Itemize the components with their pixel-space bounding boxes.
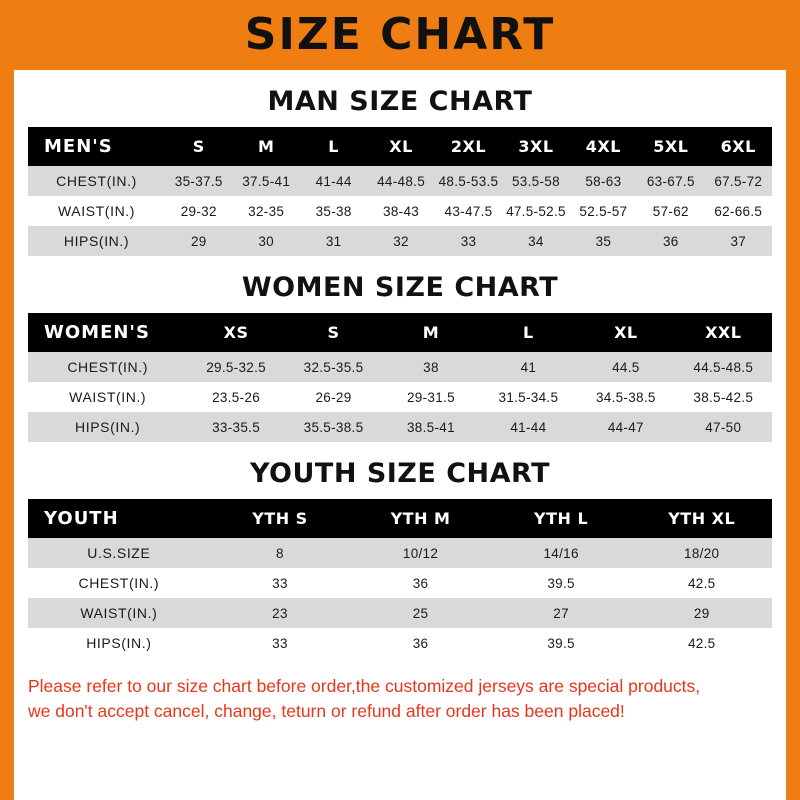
table-row [28,166,772,196]
cell: 25 [350,598,491,628]
footer-line-2: we don't accept cancel, change, teturn or refund after order has been placed! [28,701,625,722]
cell: 37 [705,226,772,256]
women-header-label: WOMEN'S [28,313,187,352]
women-header-m: M [382,313,479,352]
cell: 41-44 [300,166,367,196]
man-header-m: M [232,127,299,166]
cell: 23 [210,598,351,628]
youth-header-l: YTH L [491,499,632,538]
cell: 63-67.5 [637,166,704,196]
man-header-5xl: 5XL [637,127,704,166]
cell: 38.5-41 [382,412,479,442]
row-label: WAIST(IN.) [28,382,187,412]
cell: 57-62 [637,196,704,226]
footer-disclaimer [28,674,772,725]
man-header-6xl: 6XL [705,127,772,166]
cell: 26-29 [285,382,382,412]
youth-size-table [28,499,772,658]
section-title-women: WOMEN SIZE CHART [241,272,559,303]
women-header-l: L [480,313,577,352]
cell: 33 [210,568,351,598]
women-header-s: S [285,313,382,352]
youth-header-label: YOUTH [28,499,210,538]
page-title: SIZE CHART [244,9,556,60]
cell: 44.5-48.5 [675,352,772,382]
section-title-man: MAN SIZE CHART [267,86,533,117]
cell: 62-66.5 [705,196,772,226]
cell: 14/16 [491,538,632,568]
cell: 34.5-38.5 [577,382,674,412]
youth-table-body [28,538,772,658]
chart-content [14,86,786,658]
cell: 31.5-34.5 [480,382,577,412]
cell: 33-35.5 [187,412,284,442]
cell: 38 [382,352,479,382]
table-header-row [28,313,772,352]
cell: 42.5 [631,628,772,658]
cell: 32 [367,226,434,256]
row-label: HIPS(IN.) [28,226,165,256]
women-size-table [28,313,772,442]
cell: 23.5-26 [187,382,284,412]
cell: 67.5-72 [705,166,772,196]
row-label: CHEST(IN.) [28,352,187,382]
youth-header-xl: YTH XL [631,499,772,538]
table-row [28,196,772,226]
cell: 36 [350,568,491,598]
man-header-3xl: 3XL [502,127,569,166]
row-label: WAIST(IN.) [28,598,210,628]
cell: 44.5 [577,352,674,382]
cell: 29 [165,226,232,256]
footer-line-1: Please refer to our size chart before order,the customized jerseys are special products, [28,676,701,696]
women-table-body [28,352,772,442]
row-label: CHEST(IN.) [28,166,165,196]
cell: 29-31.5 [382,382,479,412]
row-label: WAIST(IN.) [28,196,165,226]
cell: 48.5-53.5 [435,166,502,196]
cell: 30 [232,226,299,256]
cell: 43-47.5 [435,196,502,226]
man-header-xl: XL [367,127,434,166]
cell: 29.5-32.5 [187,352,284,382]
row-label: HIPS(IN.) [28,412,187,442]
cell: 38.5-42.5 [675,382,772,412]
cell: 58-63 [570,166,637,196]
table-row [28,412,772,442]
cell: 8 [210,538,351,568]
women-header-xl: XL [577,313,674,352]
table-row [28,598,772,628]
cell: 37.5-41 [232,166,299,196]
cell: 47-50 [675,412,772,442]
cell: 53.5-58 [502,166,569,196]
man-header-2xl: 2XL [435,127,502,166]
header-banner [14,0,786,70]
cell: 35.5-38.5 [285,412,382,442]
man-table-header [28,127,772,166]
cell: 33 [435,226,502,256]
cell: 41 [480,352,577,382]
cell: 39.5 [491,568,632,598]
table-row [28,226,772,256]
table-row [28,382,772,412]
cell: 44-47 [577,412,674,442]
cell: 38-43 [367,196,434,226]
cell: 32-35 [232,196,299,226]
cell: 29-32 [165,196,232,226]
women-header-xxl: XXL [675,313,772,352]
table-row [28,538,772,568]
cell: 35-38 [300,196,367,226]
cell: 36 [637,226,704,256]
cell: 33 [210,628,351,658]
cell: 52.5-57 [570,196,637,226]
cell: 47.5-52.5 [502,196,569,226]
cell: 39.5 [491,628,632,658]
cell: 36 [350,628,491,658]
man-size-table [28,127,772,256]
cell: 31 [300,226,367,256]
table-row [28,628,772,658]
cell: 18/20 [631,538,772,568]
row-label: CHEST(IN.) [28,568,210,598]
cell: 35 [570,226,637,256]
women-header-xs: XS [187,313,284,352]
youth-header-s: YTH S [210,499,351,538]
cell: 35-37.5 [165,166,232,196]
man-header-l: L [300,127,367,166]
man-header-s: S [165,127,232,166]
women-table-header [28,313,772,352]
row-label: HIPS(IN.) [28,628,210,658]
cell: 27 [491,598,632,628]
cell: 34 [502,226,569,256]
cell: 44-48.5 [367,166,434,196]
cell: 29 [631,598,772,628]
cell: 42.5 [631,568,772,598]
table-header-row [28,499,772,538]
youth-header-m: YTH M [350,499,491,538]
table-row [28,568,772,598]
cell: 10/12 [350,538,491,568]
section-title-youth: YOUTH SIZE CHART [249,458,551,489]
cell: 32.5-35.5 [285,352,382,382]
youth-table-header [28,499,772,538]
cell: 41-44 [480,412,577,442]
table-row [28,352,772,382]
row-label: U.S.SIZE [28,538,210,568]
table-header-row [28,127,772,166]
man-table-body [28,166,772,256]
man-header-label: MEN'S [28,127,165,166]
man-header-4xl: 4XL [570,127,637,166]
